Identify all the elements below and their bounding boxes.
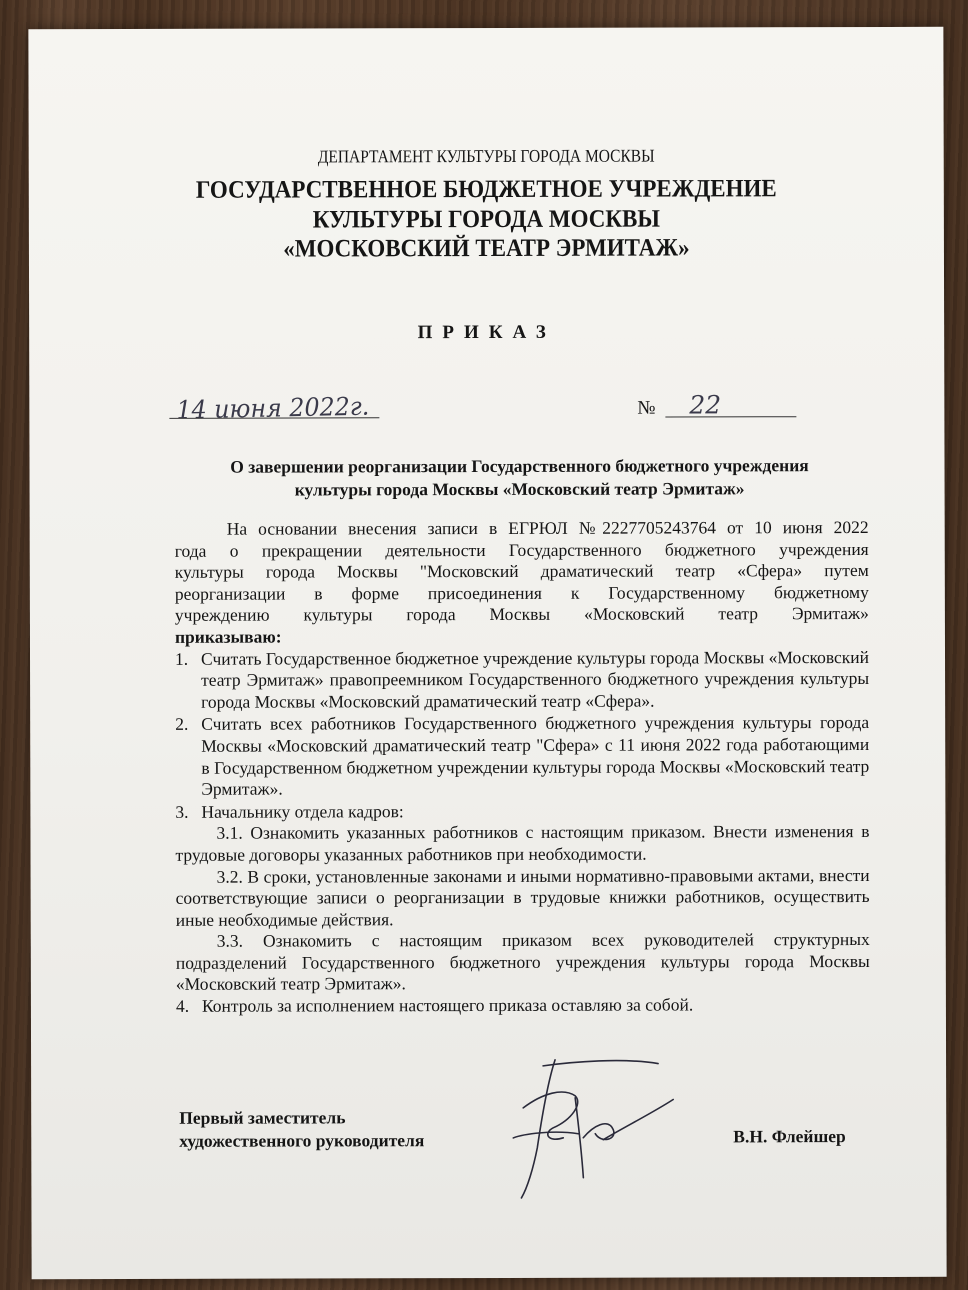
handwritten-number: 22: [689, 390, 722, 420]
signer-position-line-2: художественного руководителя: [179, 1130, 425, 1151]
item-text: Начальнику отдела кадров:: [201, 800, 404, 822]
document-title: ПРИКАЗ: [417, 321, 556, 344]
department-name: ДЕПАРТАМЕНТ КУЛЬТУРЫ ГОРОДА МОСКВЫ: [317, 145, 655, 167]
basis-line: На основании внесения записи в ЕГРЮЛ №2227705243764 от 10 июня 2022: [226, 517, 869, 539]
order-body: [175, 517, 870, 1017]
signer-position-line-1: Первый заместитель: [179, 1107, 346, 1128]
organization-name-line-2: КУЛЬТУРЫ ГОРОДА МОСКВЫ: [312, 205, 660, 234]
subject-line-2: культуры города Москвы «Московский театр Эрмитаж»: [294, 478, 745, 500]
item-number: 4.: [175, 995, 190, 1016]
organization-name-line-3: «МОСКОВСКИЙ ТЕАТР ЭРМИТАЖ»: [283, 234, 690, 263]
order-item: [175, 712, 869, 800]
order-item: [175, 800, 869, 823]
item-number: 1.: [174, 648, 189, 669]
signer-position: [179, 1106, 424, 1153]
handwritten-signature: [483, 1037, 683, 1203]
order-item: [176, 994, 870, 1017]
handwritten-date: 14 июня 2022г.: [176, 391, 370, 425]
order-item: [175, 647, 869, 714]
document-page: [28, 27, 946, 1279]
number-underline: [665, 416, 796, 417]
signer-name: В.Н. Флейшер: [733, 1126, 846, 1147]
subject-line-1: О завершении реорганизации Государственного бюджетного учреждения: [230, 455, 809, 477]
organization-name-line-1: ГОСУДАРСТВЕННОЕ БЮДЖЕТНОЕ УЧРЕЖДЕНИЕ: [195, 175, 777, 204]
number-label: №: [637, 397, 656, 419]
sub-item: 3.1. Ознакомить указанных работников с настоящим приказом. Внести изменения в трудовые договоры указанных работников при необходимости.: [175, 821, 870, 865]
sub-item: 3.2. В сроки, установленные законами и иными нормативно-правовыми актами, внести соответствующие записи о реорганизации в трудовые книжки работников, осуществить иные необходимые действия.: [175, 864, 870, 930]
item-text: Контроль за исполнением настоящего приказа оставляю за собой.: [201, 994, 694, 1016]
sub-item: 3.3. Ознакомить с настоящим приказом всех руководителей структурных подразделений Государственного бюджетного учреждения культуры города Москвы «Московский театр Эрмитаж».: [175, 929, 870, 995]
basis-line: реорганизации в форме присоединения к Государственному бюджетному: [174, 581, 869, 604]
item-text: Считать Государственное бюджетное учреждение культуры города Москвы «Московский театр Эрмитаж» правопреемником Государственного бюджетного учреждения культуры города Москвы «Московский драматический театр «Сфера».: [200, 646, 870, 712]
item-number: 2.: [175, 714, 189, 735]
basis-line: учреждению культуры города Москвы «Московский театр Эрмитаж»: [174, 603, 869, 626]
command-word: приказываю:: [174, 626, 282, 647]
basis-line: культуры города Москвы "Московский драматический театр «Сфера» путем: [174, 560, 869, 583]
item-text: Считать всех работников Государственного бюджетного учреждения культуры города Москвы «Московский драматический театр "Сфера» с 11 июня 2022 года работающими в Государственном бюджетном учреждении культуры города Москвы «Московский театр Эрмитаж».: [201, 712, 870, 799]
item-number: 3.: [175, 801, 189, 822]
basis-line: года о прекращении деятельности Государственного бюджетного учреждения: [174, 538, 869, 561]
